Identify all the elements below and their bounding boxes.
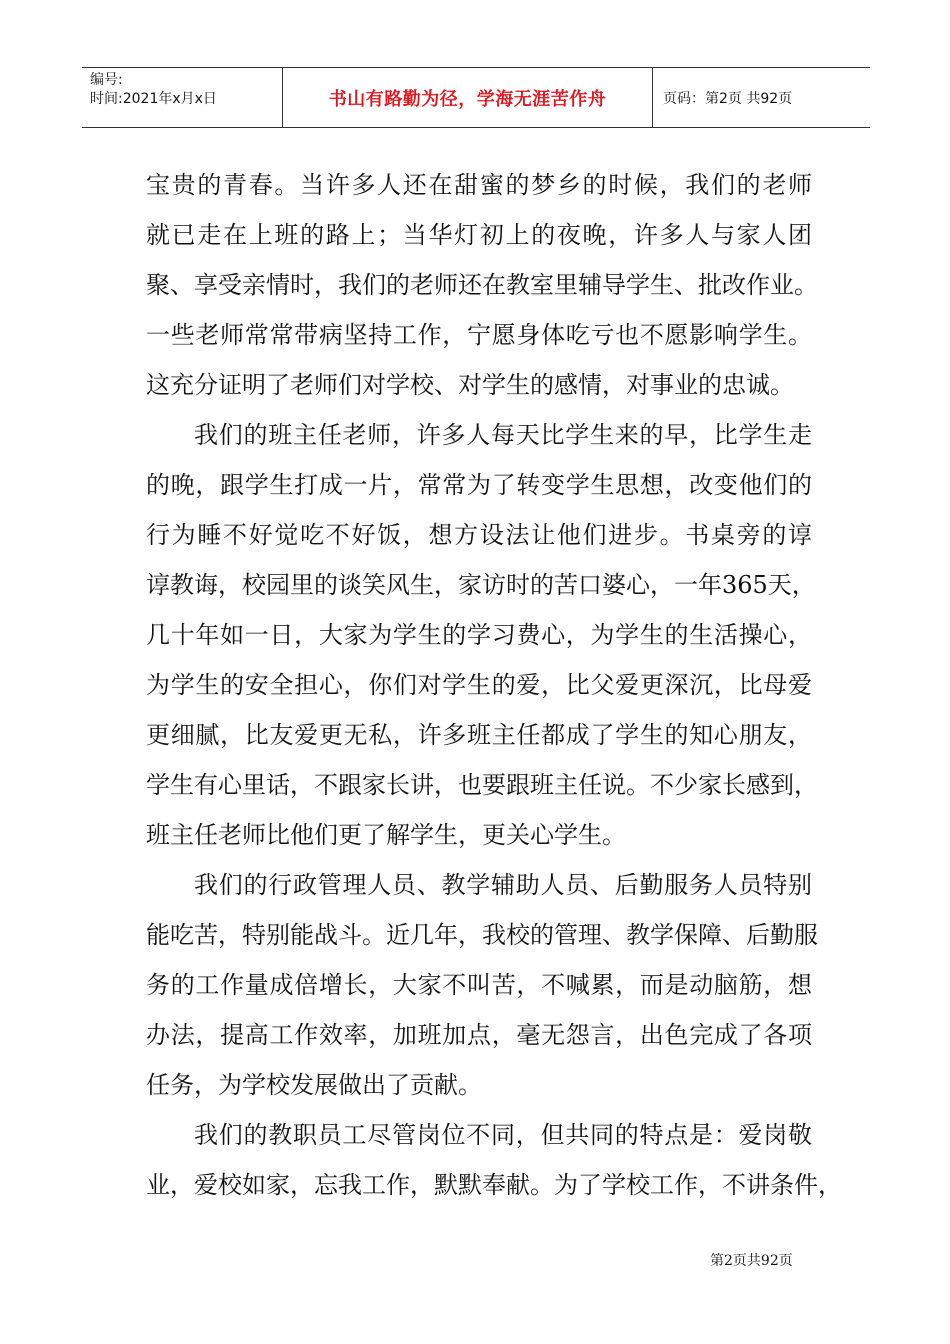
body-line: 班主任老师比他们更了解学生，更关心学生。 bbox=[146, 821, 626, 849]
body-line: 办法，提高工作效率，加班加点，毫无怨言，出色完成了各项 bbox=[146, 1021, 812, 1049]
document-number-label: 编号: bbox=[90, 72, 123, 88]
header-motto: 书山有路勤为径，学海无涯苦作舟 bbox=[283, 68, 653, 127]
body-line: 业，爱校如家，忘我工作，默默奉献。为了学校工作，不讲条件， bbox=[146, 1171, 842, 1199]
body-line: 行为睡不好觉吃不好饭，想方设法让他们进步。书桌旁的谆 bbox=[146, 521, 812, 549]
body-line: 任务，为学校发展做出了贡献。 bbox=[146, 1071, 482, 1099]
body-line: 几十年如一日，大家为学生的学习费心，为学生的生活操心， bbox=[146, 621, 812, 649]
body-line: 更细腻，比友爱更无私，许多班主任都成了学生的知心朋友， bbox=[146, 721, 812, 749]
body-line: 就已走在上班的路上；当华灯初上的夜晚，许多人与家人团 bbox=[146, 221, 812, 249]
page-footer: 第2页共92页 bbox=[710, 1253, 793, 1269]
body-line: 的晚，跟学生打成一片，常常为了转变学生思想，改变他们的 bbox=[146, 471, 812, 499]
body-line: 能吃苦，特别能战斗。近几年，我校的管理、教学保障、后勤服 bbox=[146, 921, 818, 949]
body-line: 务的工作量成倍增长，大家不叫苦，不喊累，而是动脑筋，想 bbox=[146, 971, 812, 999]
document-body bbox=[146, 160, 842, 1210]
document-date-label: 时间:2021年x月x日 bbox=[90, 91, 217, 107]
header-page-info: 页码：第2页 共92页 bbox=[663, 90, 793, 107]
body-line: 学生有心里话，不跟家长讲，也要跟班主任说。不少家长感到， bbox=[146, 771, 818, 799]
body-line: 一些老师常常带病坚持工作，宁愿身体吃亏也不愿影响学生。 bbox=[146, 321, 812, 349]
body-line: 谆教诲，校园里的谈笑风生，家访时的苦口婆心，一年365天， bbox=[146, 571, 816, 599]
body-line: 我们的教职员工尽管岗位不同，但共同的特点是：爱岗敬 bbox=[194, 1121, 812, 1149]
page-header bbox=[82, 67, 870, 128]
body-line: 我们的班主任老师，许多人每天比学生来的早，比学生走 bbox=[194, 421, 812, 449]
body-line: 这充分证明了老师们对学校、对学生的感情，对事业的忠诚。 bbox=[146, 371, 794, 399]
body-line: 宝贵的青春。当许多人还在甜蜜的梦乡的时候，我们的老师 bbox=[146, 171, 812, 199]
body-line: 聚、享受亲情时，我们的老师还在教室里辅导学生、批改作业。 bbox=[146, 271, 818, 299]
body-line: 为学生的安全担心，你们对学生的爱，比父爱更深沉，比母爱 bbox=[146, 671, 812, 699]
body-line: 我们的行政管理人员、教学辅助人员、后勤服务人员特别 bbox=[194, 871, 812, 899]
header-meta bbox=[82, 68, 283, 127]
